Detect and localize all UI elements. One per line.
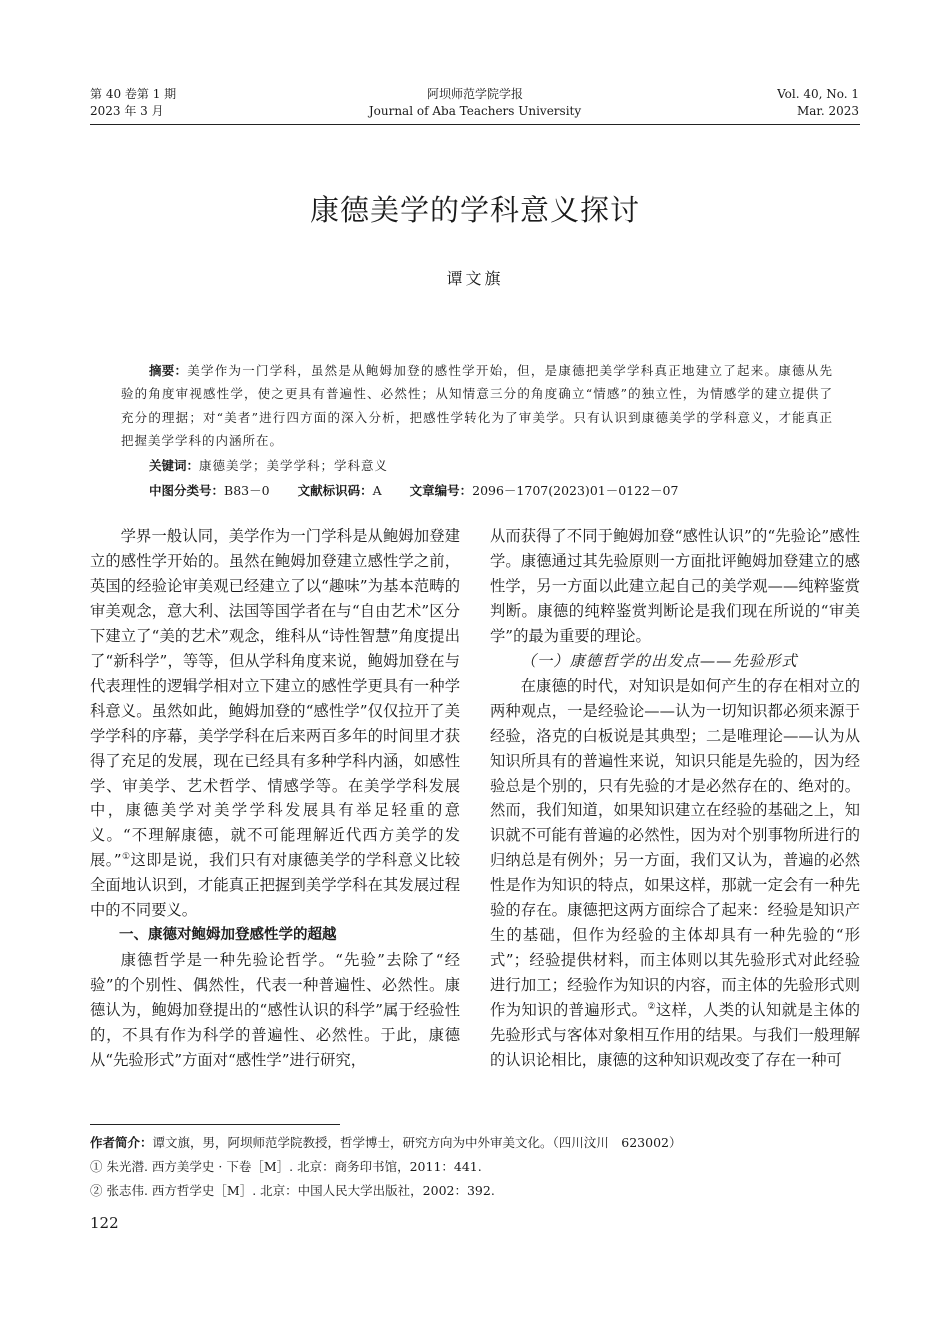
issue-date: 2023 年 3 月: [90, 104, 164, 118]
header-divider: [90, 124, 860, 125]
footnote-ref-2: ②: [647, 1002, 656, 1013]
journal-issue: [90, 86, 176, 120]
article-author: 谭文旗: [446, 269, 504, 288]
doc-code-label: 文献标识码：: [297, 483, 373, 498]
paragraph: 康德哲学是一种先验论哲学。“先验”去除了“经验”的个别性、偶然性，代表一种普遍性、必然性。康德认为，鲍姆加登提出的“感性认识的科学”属于经验性的，不具有作为科学的普遍性、必然性。于此，康德从“先验形式”方面对“感性学”进行研究，: [90, 951, 460, 1070]
paragraph: 学界一般认同，美学作为一门学科是从鲍姆加登建立的感性学开始的。虽然在鲍姆加登建立感性学之前，英国的经验论审美观已经建立了以“趣味”为基本范畴的审美观念，意大利、法国等国学者在与“自由艺术”区分下建立了“美的艺术”观念，维科从“诗性智慧”角度提出了“新科学”，等等，但从学科角度来说，鲍姆加登在与代表理性的逻辑学相对立下建立的感性学更具有一种学科意义。虽然如此，鲍姆加登的“感性学”仅仅拉开了美学学科的序幕，美学学科在后来两百多年的时间里才获得了充足的发展，现在已经具有多种学科内涵，如感性学、审美学、艺术哲学、情感学等。在美学学科发展中，康德美学对美学学科发展具有举足轻重的意义。“不理解康德，就不可能理解近代西方美学的发展。”①这即是说，我们只有对康德美学的学科意义比较全面地认识到，才能真正把握到美学学科在其发展过程中的不同要义。: [90, 527, 460, 920]
journal-name-en: Journal of Aba Teachers University: [368, 104, 582, 118]
keywords: [149, 456, 388, 474]
abstract-text: 美学作为一门学科，虽然是从鲍姆加登的感性学开始，但，是康德把美学学科真正地建立了起来。康德从先验的角度审视感性学，使之更具有普遍性、必然性；从知情意三分的角度确立“情感”的独立性，为情感学的建立提供了充分的理据；对“美者”进行四方面的深入分析，把感性学转化为了审美学。只有认识到康德美学的学科意义，才能真正把握美学学科的内涵所在。: [121, 363, 833, 448]
journal-name: [275, 86, 675, 120]
body-column-left: [90, 524, 460, 1073]
footnote-divider: [90, 1124, 340, 1125]
author-bio-label: 作者简介：: [90, 1135, 153, 1150]
clc-value: B83－0: [224, 483, 270, 498]
keywords-text: 康德美学；美学学科；学科意义: [199, 458, 389, 473]
paragraph-continued: 从而获得了不同于鲍姆加登“感性认识”的“先验论”感性学。康德通过其先验原则一方面批评鲍姆加登建立的感性学，另一方面以此建立起自己的美学观——纯粹鉴赏判断。康德的纯粹鉴赏判断论是我们现在所说的“审美学”的最为重要的理论。: [490, 527, 860, 645]
volume-issue-en: Vol. 40, No. 1: [777, 87, 859, 101]
volume-issue: 第 40 卷第 1 期: [90, 87, 177, 101]
author-bio-text: 谭文旗，男，阿坝师范学院教授，哲学博士，研究方向为中外审美文化。（四川汶川 623002）: [152, 1135, 682, 1150]
page-number: 122: [90, 1214, 119, 1232]
footnote-1: ① 朱光潜. 西方美学史 · 下卷［M］. 北京：商务印书馆，2011：441.: [90, 1159, 482, 1174]
classification-line: [149, 481, 678, 499]
footnote-2: ② 张志伟. 西方哲学史［M］. 北京：中国人民大学出版社，2002：392.: [90, 1183, 495, 1198]
clc-label: 中图分类号：: [149, 483, 225, 498]
journal-issue-en: [777, 86, 859, 120]
footnote-ref-1: ①: [121, 852, 131, 863]
article-title: 康德美学的学科意义探讨: [309, 193, 640, 227]
journal-name-cn: 阿坝师范学院学报: [426, 87, 523, 101]
subsection-heading: （一）康德哲学的出发点——先验形式: [520, 651, 798, 670]
body-column-right: [490, 524, 860, 1073]
doc-code-value: A: [372, 483, 382, 498]
abstract: [121, 359, 833, 452]
keywords-label: 关键词：: [149, 458, 200, 473]
author-bio: [90, 1134, 870, 1152]
abstract-label: 摘要：: [149, 363, 188, 378]
section-heading: 一、康德对鲍姆加登感性学的超越: [119, 927, 337, 944]
article-no-label: 文章编号：: [409, 483, 473, 498]
article-no-value: 2096－1707(2023)01－0122－07: [472, 483, 679, 498]
issue-date-en: Mar. 2023: [796, 104, 859, 118]
paragraph: 在康德的时代，对知识是如何产生的存在相对立的两种观点，一是经验论——认为一切知识都必须来源于经验，洛克的白板说是其典型；二是唯理论——认为从知识所具有的普遍性来说，知识只能是先验的，因为经验总是个别的，只有先验的才是必然存在的、绝对的。然而，我们知道，如果知识建立在经验的基础之上，知识就不可能有普遍的必然性，因为对个别事物所进行的归纳总是有例外；另一方面，我们又认为，普遍的必然性是作为知识的特点，如果这样，那就一定会有一种先验的存在。康德把这两方面综合了起来：经验是知识产生的基础，但作为经验的主体却具有一种先验的“形式”；经验提供材料，而主体则以其先验形式对此经验进行加工；经验作为知识的内容，而主体的先验形式则作为知识的普遍形式。②这样，人类的认知就是主体的先验形式与客体对象相互作用的结果。与我们一般理解的认识论相比，康德的这种知识观改变了存在一种可: [490, 676, 860, 1070]
